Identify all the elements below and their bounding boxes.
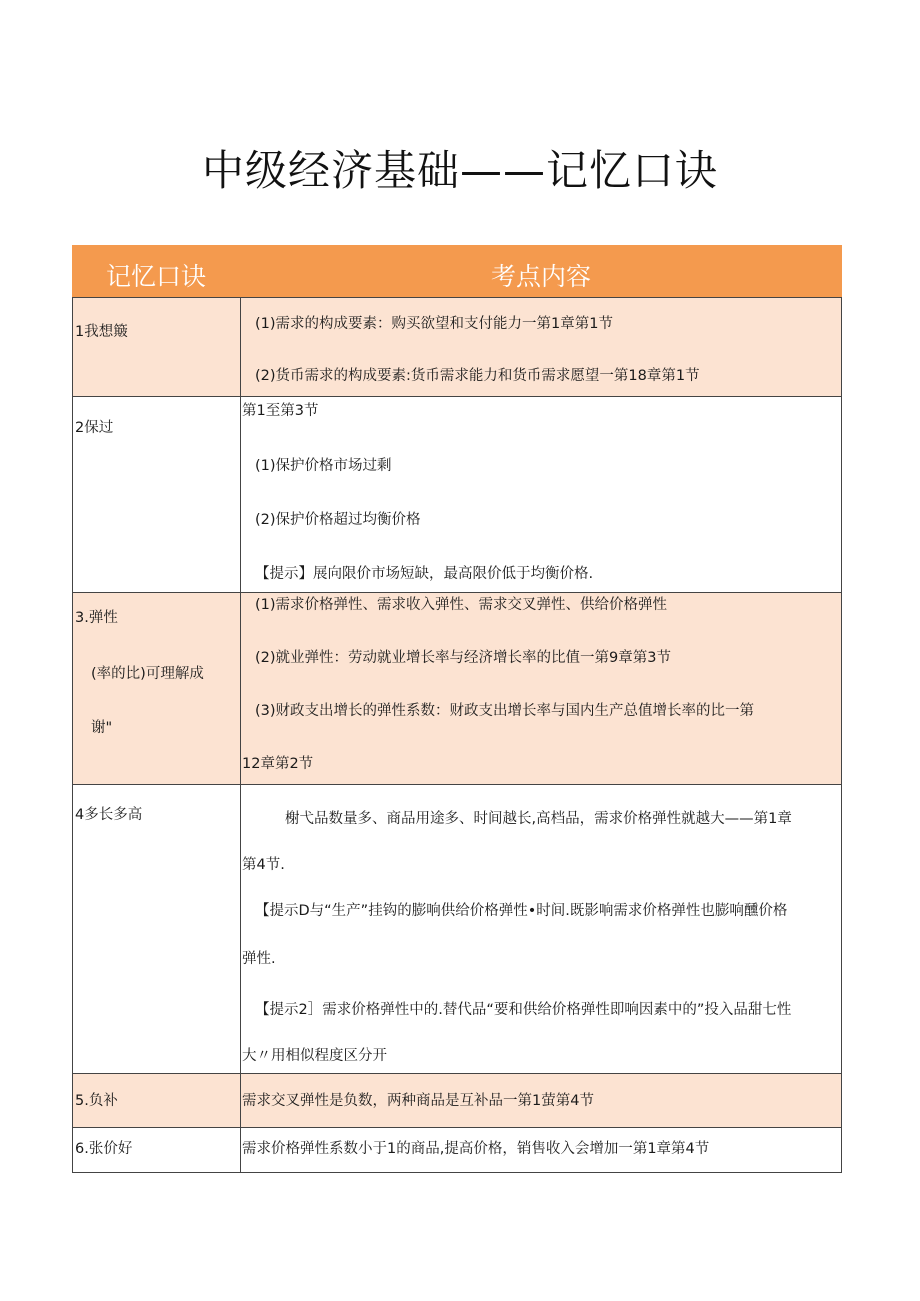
mnemonic-table <box>72 245 842 1173</box>
mnemonic-cell <box>73 397 241 592</box>
mnemonic-cell <box>73 298 241 396</box>
content-line: 需求价格弹性系数小于1的商品,提高价格，销售收入会增加一第1章第4节 <box>242 1141 710 1157</box>
mnemonic-text: 3.弹性 <box>75 610 118 626</box>
table-header <box>72 245 842 297</box>
mnemonic-cell <box>73 1074 241 1127</box>
content-line: (2)就业弹性：劳动就业增长率与经济增长率的比值一第9章第3节 <box>255 650 671 666</box>
header-mnemonic: 记忆口诀 <box>105 262 206 291</box>
mnemonic-text: 2保过 <box>75 420 114 436</box>
mnemonic-text: 6.张价好 <box>75 1141 133 1157</box>
content-cell <box>241 785 841 1073</box>
content-cell <box>241 593 841 784</box>
content-cell <box>241 397 841 592</box>
table-row <box>72 297 842 397</box>
mnemonic-text: 1我想簸 <box>75 324 128 340</box>
content-line: (2)货币需求的构成要素:货币需求能力和货币需求愿望一第18章第1节 <box>255 368 700 384</box>
content-cell <box>241 1128 841 1172</box>
content-line: 第4节. <box>242 857 285 873</box>
content-cell <box>241 1074 841 1127</box>
content-line: 【提示D与“生产”挂钩的膨响供给价格弹性•时间.既影响需求价格弹性也膨响醺价格 <box>255 903 788 919</box>
table-row <box>72 785 842 1074</box>
mnemonic-text: (率的比)可理解成 <box>91 666 204 682</box>
mnemonic-text: 4多长多高 <box>75 807 143 823</box>
mnemonic-text: 5.负补 <box>75 1093 118 1109</box>
table-row <box>72 593 842 785</box>
mnemonic-text: 谢" <box>91 720 113 736</box>
content-line: 第1至第3节 <box>242 403 319 419</box>
mnemonic-cell <box>73 593 241 784</box>
mnemonic-cell <box>73 785 241 1073</box>
content-line: (3)财政支出增长的弹性系数：财政支出增长率与国内生产总值增长率的比一第 <box>255 703 755 719</box>
content-line: 需求交叉弹性是负数，两种商品是互补品一第1萤第4节 <box>242 1093 594 1109</box>
content-line: (1)保护价格市场过剩 <box>255 458 392 474</box>
content-line: (1)需求的构成要素：购买欲望和支付能力一第1章第1节 <box>255 316 613 332</box>
page-title: 中级经济基础——记忆口诀 <box>201 146 718 195</box>
table-row <box>72 397 842 593</box>
mnemonic-cell <box>73 1128 241 1172</box>
content-line: 榭弋品数量多、商品用途多、时间越长,高档品，需求价格弹性就越大——第1章 <box>285 811 792 827</box>
content-line: 【提示2］需求价格弹性中的.替代品“要和供给价格弹性即响因素中的”投入品甜七性 <box>255 1002 792 1018</box>
table-row <box>72 1128 842 1173</box>
content-line: (2)保护价格超过均衡价格 <box>255 512 421 528</box>
content-line: 12章第2节 <box>242 756 314 772</box>
content-line: 【提示】展向限价市场短缺，最高限价低于均衡价格. <box>255 566 594 582</box>
table-row <box>72 1074 842 1128</box>
content-line: (1)需求价格弹性、需求收入弹性、需求交叉弹性、供给价格弹性 <box>255 597 668 613</box>
content-line: 大〃用相似程度区分开 <box>242 1048 387 1064</box>
content-line: 弹性. <box>242 951 276 967</box>
content-cell <box>241 298 841 396</box>
header-content: 考点内容 <box>490 262 591 291</box>
